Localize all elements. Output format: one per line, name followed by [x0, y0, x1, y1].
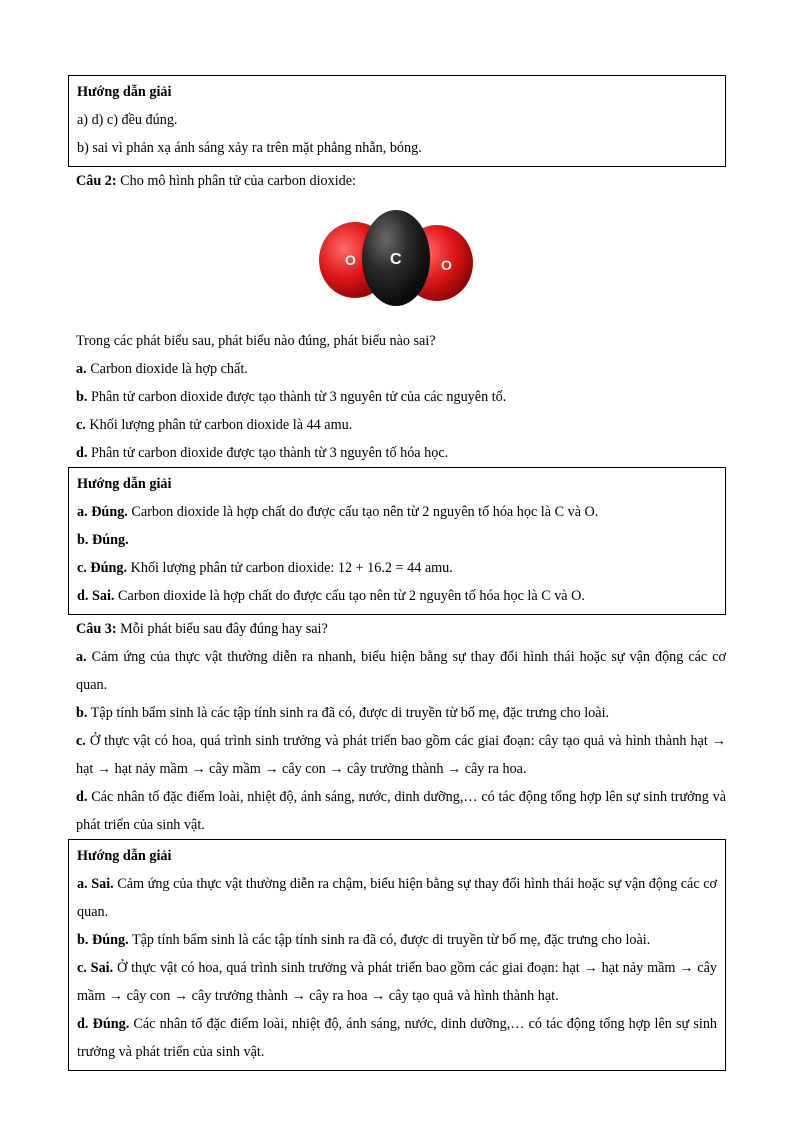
answer-box-1 — [68, 75, 726, 167]
question-2-body — [68, 327, 726, 467]
question-option: b. Tập tính bẩm sinh là các tập tính sinh ra đã có, được di truyền từ bố mẹ, đặc trưng cho loài. — [76, 705, 610, 721]
question-option: c. Khối lượng phân tử carbon dioxide là 44 amu. — [76, 417, 353, 433]
question-3 — [68, 615, 726, 839]
answer-item: d. Sai. Carbon dioxide là hợp chất do được cấu tạo nên từ 2 nguyên tố hóa học là C và O. — [77, 588, 585, 604]
atom-label-o-left: O — [345, 252, 356, 268]
answer-box-2 — [68, 467, 726, 615]
question-option: c. Ở thực vật có hoa, quá trình sinh trưởng và phát triển bao gồm các giai đoạn: cây tạo quả và hình thành hạt → hạt → hạt nảy mầm → cây mầm → cây con → cây trưởng thành → cây ra hoa. — [76, 733, 726, 777]
answer-line: a) d) c) đều đúng. — [77, 112, 178, 128]
answer-item: b. Đúng. Tập tính bẩm sinh là các tập tính sinh ra đã có, được di truyền từ bố mẹ, đặc trưng cho loài. — [77, 932, 651, 948]
answer-box-3 — [68, 839, 726, 1071]
question-2-heading: Câu 2: Cho mô hình phân tử của carbon dioxide: — [76, 173, 356, 189]
atom-label-c: C — [390, 251, 402, 268]
answer-title: Hướng dẫn giải — [77, 848, 172, 864]
question-option: a. Cảm ứng của thực vật thường diễn ra nhanh, biểu hiện bằng sự thay đổi hình thái hoặc sự vận động các cơ quan. — [76, 649, 727, 693]
question-option: d. Phân tử carbon dioxide được tạo thành từ 3 nguyên tố hóa học. — [76, 445, 449, 461]
question-3-heading: Câu 3: Mỗi phát biểu sau đây đúng hay sai? — [76, 621, 328, 637]
atom-label-o-right: O — [441, 257, 452, 273]
answer-item: a. Sai. Cảm ứng của thực vật thường diễn ra chậm, biểu hiện bằng sự thay đổi hình thái hoặc sự vận động các cơ quan. — [77, 876, 717, 920]
answer-line: b) sai vì phản xạ ánh sáng xảy ra trên mặt phẳng nhẵn, bóng. — [77, 140, 422, 156]
question-option: a. Carbon dioxide là hợp chất. — [76, 361, 248, 377]
answer-item: b. Đúng. — [77, 532, 129, 548]
answer-item: a. Đúng. Carbon dioxide là hợp chất do được cấu tạo nên từ 2 nguyên tố hóa học là C và O. — [77, 504, 599, 520]
answer-item: c. Đúng. Khối lượng phân tử carbon dioxide: 12 + 16.2 = 44 amu. — [77, 560, 453, 576]
answer-title: Hướng dẫn giải — [77, 476, 172, 492]
answer-title: Hướng dẫn giải — [77, 84, 172, 100]
answer-item: c. Sai. Ở thực vật có hoa, quá trình sinh trưởng và phát triển bao gồm các giai đoạn: hạt → hạt nảy mầm → cây mầm → cây con → cây trưởng thành → cây ra hoa → cây tạo quả và hình thành hạt. — [77, 960, 717, 1004]
question-prompt: Trong các phát biểu sau, phát biểu nào đúng, phát biểu nào sai? — [76, 333, 436, 349]
question-option: b. Phân tử carbon dioxide được tạo thành từ 3 nguyên tử của các nguyên tố. — [76, 389, 507, 405]
question-option: d. Các nhân tố đặc điểm loài, nhiệt độ, ánh sáng, nước, dinh dưỡng,… có tác động tổng hợp lên sự sinh trưởng và phát triển của sinh vật. — [76, 789, 727, 833]
co2-molecule-figure — [68, 195, 726, 327]
document-page — [68, 75, 726, 1071]
co2-molecule-illustration — [318, 209, 474, 309]
answer-item: d. Đúng. Các nhân tố đặc điểm loài, nhiệt độ, ánh sáng, nước, dinh dưỡng,… có tác động tổng hợp lên sự sinh trưởng và phát triển của sinh vật. — [77, 1016, 718, 1060]
